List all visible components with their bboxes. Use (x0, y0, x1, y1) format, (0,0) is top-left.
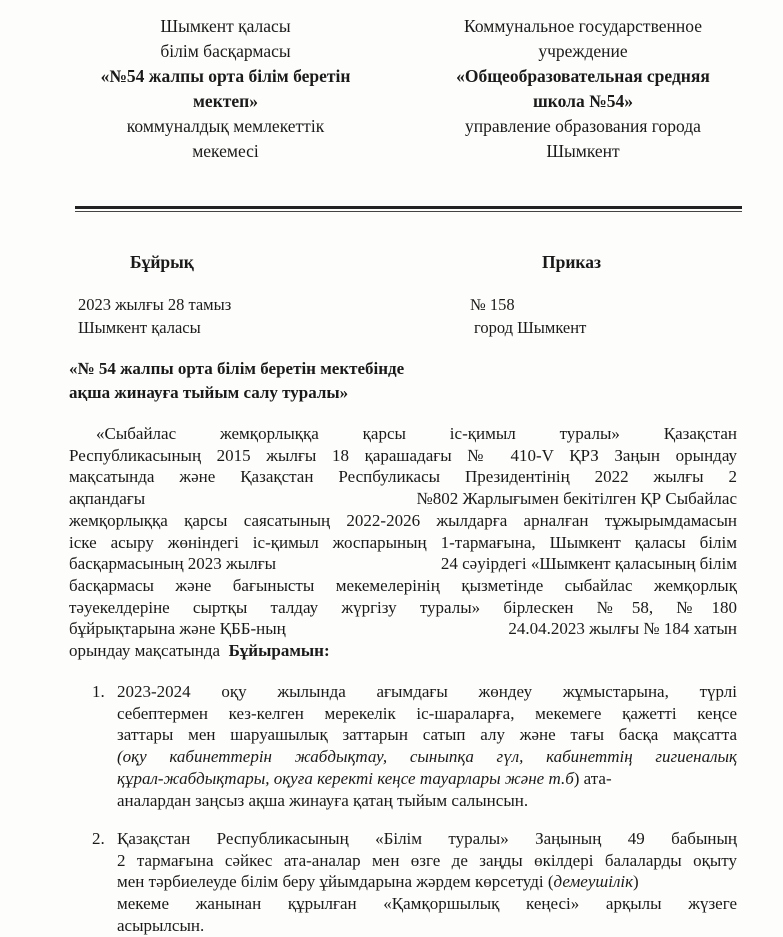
header-kz-school-name: «№54 жалпы орта білім беретін (100, 66, 351, 86)
intro-line: мақсатында және Қазақстан Респбуликасы Президентінің 2022 жылғы 2 (69, 467, 737, 487)
order-subject (69, 357, 404, 405)
header-ru-department: управление образования города (465, 116, 701, 136)
intro-line-part: №802 Жарлығымен бекітілген ҚР Сыбайлас (416, 489, 737, 509)
order-date: 2023 жылғы 28 тамыз (78, 295, 232, 314)
intro-paragraph (69, 423, 737, 662)
intro-line (69, 640, 737, 662)
intro-line-part: 24.04.2023 жылғы № 184 хатын (508, 619, 737, 639)
intro-line: «Сыбайлас жемқорлыққа қарсы іс-қимыл туралы» Қазақстан (96, 424, 737, 443)
intro-command-word: Бұйырамын: (228, 641, 330, 661)
title-kazakh: Бұйрық (130, 252, 194, 272)
header-divider-thin (75, 211, 742, 212)
intro-line-part: бұйрықтарына және ҚББ-ның (69, 619, 286, 639)
item-line: заттары мен шаруашылық заттарын сатып алу және тағы басқа мақсатта (117, 725, 737, 745)
item-line-part: ) ата- (573, 768, 612, 788)
city-kazakh: Шымкент қаласы (78, 318, 201, 337)
item-line-part: ) (633, 872, 639, 892)
item-number: 1. (92, 682, 105, 701)
intro-line (69, 553, 737, 575)
header-divider-thick (75, 206, 742, 209)
city-russian: город Шымкент (474, 318, 587, 337)
intro-line-part: ақпандағы (69, 489, 146, 509)
intro-line: басқармасы және бағынысты мекемелерінің қызметінде сыбайлас жемқорлық (69, 575, 737, 595)
item-italic-text: демеушілік (553, 872, 634, 892)
item-line: 2023-2024 оқу жылында ағымдағы жөндеу жұмыстарына, түрлі (117, 682, 737, 701)
intro-line: тәуекелдеріне сыртқы талдау жүргізу туралы» бірлескен №58, №180 (69, 597, 737, 617)
header-kz-institution-type: коммуналдық мемлекеттік (126, 116, 325, 136)
title-russian: Приказ (542, 252, 602, 272)
item-italic-text: (оқу кабинеттерін жабдықтау, сыныпқа гүл, кабинеттің гигиеналық (117, 747, 737, 767)
intro-line-part: 24 сәуірдегі «Шымкент қаласының білім (440, 554, 737, 574)
intro-line (69, 488, 737, 510)
subject-line-2: ақша жинауға тыйым салу туралы» (69, 383, 349, 402)
intro-line (69, 618, 737, 640)
item-line: мекеме жанынан құрылған «Қамқоршылық кеңесі» арқылы жүзеге (117, 894, 737, 914)
item-line (117, 871, 737, 893)
item-number: 2. (92, 829, 105, 848)
header-ru-institution-type: Коммунальное государственное (464, 16, 702, 36)
item-line (117, 746, 737, 768)
item-line-part: мен тәрбиелеуде білім беру ұйымдарына жәрдем көрсетуді ( (117, 872, 554, 892)
item-line: асырылсын. (117, 915, 205, 935)
header-ru-school-name: «Общеобразовательная средняя (456, 66, 710, 86)
header-ru-institution-type-cont: учреждение (538, 41, 628, 61)
order-number: № 158 (470, 295, 515, 314)
header-kz-school-name-cont: мектеп» (193, 91, 258, 111)
header-kz-department: білім басқармасы (160, 41, 291, 61)
intro-line: іске асыру жөніндегі іс-қимыл жоспарының 1-тармағына, Шымкент қаласы білім (69, 532, 737, 552)
header-kz-city: Шымкент қаласы (160, 16, 291, 36)
header-ru-school-name-cont: школа №54» (533, 91, 633, 111)
intro-line: жемқорлыққа қарсы саясатының 2022-2026 жылдарға арналған тұжырымдамасын (69, 510, 737, 530)
header-kazakh (68, 14, 383, 164)
intro-line-part: орындау мақсатында (69, 641, 221, 661)
item-line: 2 тармағына сәйкес ата-аналар мен өзге де заңды өкілдері балаларды оқыту (117, 850, 737, 870)
item-line: себептермен кез-келген мерекелік іс-шараларға, мекемеге қажетті кеңсе (117, 703, 737, 723)
item-line: аналардан заңсыз ақша жинауға қатаң тыйым салынсын. (117, 790, 529, 810)
header-russian (418, 14, 748, 164)
header-ru-city: Шымкент (546, 141, 620, 161)
item-italic-text: құрал-жабдықтары, оқуға керекті кеңсе тауарлары және т.б (117, 768, 574, 788)
item-text (117, 681, 737, 811)
item-line: Қазақстан Республикасының «Білім туралы» Заңының 49 бабының (117, 829, 737, 848)
header-kz-institution-type-cont: мекемесі (192, 141, 259, 161)
item-text (117, 828, 737, 937)
subject-line-1: «№ 54 жалпы орта білім беретін мектебінде (69, 359, 405, 378)
intro-line: Республикасының 2015 жылғы 18 қарашадағы № 410-V ҚРЗ Заңын орындау (69, 445, 737, 465)
intro-line-part: басқармасының 2023 жылғы (69, 554, 277, 574)
item-line (117, 768, 737, 790)
